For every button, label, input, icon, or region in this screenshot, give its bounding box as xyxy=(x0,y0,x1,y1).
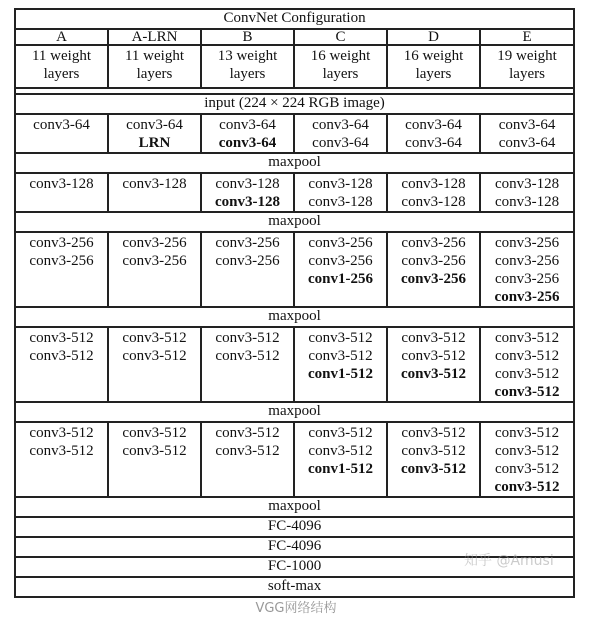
layer-name: conv3-256 xyxy=(215,235,280,251)
layer-cell xyxy=(480,327,574,402)
layer-name: conv3-512 xyxy=(29,443,94,459)
layer-cell xyxy=(201,327,294,402)
conv-block-5 xyxy=(15,422,574,497)
layer-name: conv3-128 xyxy=(215,176,280,192)
layer-name: conv3-512 xyxy=(494,384,560,400)
layer-name: conv3-256 xyxy=(494,235,560,251)
config-desc xyxy=(108,45,201,88)
layer-name: conv3-64 xyxy=(218,135,277,151)
config-letter: E xyxy=(480,29,574,45)
layer-name: conv3-256 xyxy=(494,253,560,269)
table-title: ConvNet Configuration xyxy=(15,9,574,29)
layer-name: conv3-256 xyxy=(401,271,466,287)
layer-cell xyxy=(108,114,201,153)
maxpool-row xyxy=(15,497,574,517)
maxpool-row-cell: maxpool xyxy=(15,212,574,232)
layer-name: conv3-512 xyxy=(494,461,560,477)
layer-name: conv3-256 xyxy=(308,235,373,251)
layer-cell xyxy=(15,232,108,307)
config-desc xyxy=(480,45,574,88)
layer-name: conv3-512 xyxy=(215,425,280,441)
layer-name: conv3-64 xyxy=(126,117,183,133)
table-title-row xyxy=(15,9,574,29)
layer-name: conv3-512 xyxy=(401,461,466,477)
layer-cell xyxy=(201,173,294,212)
tail-row-4 xyxy=(15,577,574,597)
maxpool-row xyxy=(15,153,574,173)
layer-cell xyxy=(108,232,201,307)
config-desc-line: 11 weight xyxy=(124,48,185,64)
layer-name: conv3-256 xyxy=(122,235,187,251)
config-desc-line: layers xyxy=(136,66,173,82)
conv-block-2 xyxy=(15,173,574,212)
layer-name: LRN xyxy=(138,135,171,151)
maxpool-row-cell: maxpool xyxy=(15,307,574,327)
layer-name: conv3-256 xyxy=(494,289,560,305)
layer-cell xyxy=(108,327,201,402)
layer-name: conv3-64 xyxy=(498,135,556,151)
layer-name: conv3-512 xyxy=(308,348,373,364)
layer-name: conv1-512 xyxy=(308,461,373,477)
layer-name: conv3-128 xyxy=(122,176,187,192)
conv-block-1 xyxy=(15,114,574,153)
config-desc xyxy=(15,45,108,88)
layer-name: conv3-64 xyxy=(219,117,276,133)
config-letter: B xyxy=(201,29,294,45)
conv-block-3 xyxy=(15,232,574,307)
layer-name: conv3-512 xyxy=(401,443,466,459)
layer-name: conv3-512 xyxy=(494,479,560,495)
maxpool-row xyxy=(15,307,574,327)
layer-cell xyxy=(201,422,294,497)
layer-cell xyxy=(294,173,387,212)
layer-name: conv3-512 xyxy=(401,348,466,364)
layer-cell xyxy=(387,232,480,307)
layer-name: conv3-64 xyxy=(312,135,369,151)
config-desc-line: layers xyxy=(229,66,266,82)
layer-name: conv3-256 xyxy=(401,235,466,251)
layer-cell xyxy=(15,327,108,402)
layer-name: conv3-512 xyxy=(494,366,560,382)
layer-name: conv3-512 xyxy=(308,330,373,346)
layer-name: conv3-512 xyxy=(29,425,94,441)
maxpool-row xyxy=(15,402,574,422)
layer-cell xyxy=(15,173,108,212)
layer-name: conv3-256 xyxy=(494,271,560,287)
config-desc xyxy=(294,45,387,88)
config-desc-line: 16 weight xyxy=(403,48,464,64)
layer-name: conv3-512 xyxy=(122,443,187,459)
tail-row-3-cell: FC-1000 xyxy=(15,557,574,577)
layer-name: conv3-64 xyxy=(405,117,462,133)
layer-name: conv3-64 xyxy=(312,117,369,133)
config-desc-line: 19 weight xyxy=(497,48,557,64)
layer-name: conv3-512 xyxy=(29,330,94,346)
config-desc xyxy=(201,45,294,88)
layer-name: conv3-256 xyxy=(29,235,94,251)
layer-name: conv3-256 xyxy=(215,253,280,269)
config-desc-line: layers xyxy=(509,66,545,82)
layer-name: conv3-256 xyxy=(401,253,466,269)
layer-name: conv3-128 xyxy=(401,194,466,210)
layer-name: conv3-512 xyxy=(308,425,373,441)
table-body xyxy=(15,9,574,597)
config-desc-line: layers xyxy=(43,66,80,82)
figure-caption: VGG网络结构 xyxy=(255,601,337,616)
layer-name: conv3-512 xyxy=(122,348,187,364)
config-letter-row xyxy=(15,29,574,45)
layer-cell xyxy=(387,173,480,212)
layer-name: conv3-128 xyxy=(308,194,373,210)
layer-cell xyxy=(108,173,201,212)
layer-name: conv3-512 xyxy=(215,348,280,364)
conv-block-4 xyxy=(15,327,574,402)
config-letter: C xyxy=(294,29,387,45)
config-letter: A-LRN xyxy=(108,29,201,45)
config-letter: A xyxy=(15,29,108,45)
layer-cell xyxy=(387,114,480,153)
config-desc-line: 11 weight xyxy=(31,48,92,64)
maxpool-row xyxy=(15,212,574,232)
layer-cell xyxy=(294,422,387,497)
input-row-cell: input (224 × 224 RGB image) xyxy=(15,94,574,114)
layer-name: conv1-512 xyxy=(308,366,373,382)
layer-name: conv3-512 xyxy=(122,330,187,346)
layer-cell xyxy=(15,422,108,497)
maxpool-row-cell: maxpool xyxy=(15,402,574,422)
layer-name: conv3-64 xyxy=(405,135,462,151)
layer-name: conv1-256 xyxy=(308,271,373,287)
layer-cell xyxy=(480,422,574,497)
config-desc-line: 16 weight xyxy=(310,48,371,64)
layer-name: conv3-512 xyxy=(401,425,466,441)
watermark: 知乎 @Amusi xyxy=(464,553,554,569)
layer-name: conv3-256 xyxy=(122,253,187,269)
layer-name: conv3-512 xyxy=(215,330,280,346)
config-desc-line: layers xyxy=(415,66,452,82)
tail-row-4-cell: soft-max xyxy=(15,577,574,597)
layer-name: conv3-128 xyxy=(401,176,466,192)
layer-name: conv3-128 xyxy=(308,176,373,192)
layer-name: conv3-128 xyxy=(494,176,560,192)
layer-name: conv3-512 xyxy=(494,443,560,459)
tail-row-2-cell: FC-4096 xyxy=(15,537,574,557)
layer-cell xyxy=(294,327,387,402)
layer-cell xyxy=(480,232,574,307)
config-desc-line: layers xyxy=(322,66,359,82)
layer-name: conv3-512 xyxy=(494,348,560,364)
layer-cell xyxy=(294,114,387,153)
tail-row-1-cell: FC-4096 xyxy=(15,517,574,537)
maxpool-row-cell: maxpool xyxy=(15,153,574,173)
layer-name: conv3-512 xyxy=(308,443,373,459)
layer-name: conv3-512 xyxy=(494,330,560,346)
input-row xyxy=(15,94,574,114)
layer-cell xyxy=(15,114,108,153)
layer-name: conv3-512 xyxy=(122,425,187,441)
layer-cell xyxy=(201,114,294,153)
layer-cell xyxy=(387,327,480,402)
layer-name: conv3-64 xyxy=(498,117,556,133)
layer-cell xyxy=(294,232,387,307)
layer-cell xyxy=(387,422,480,497)
config-desc xyxy=(387,45,480,88)
layer-cell xyxy=(480,114,574,153)
layer-name: conv3-256 xyxy=(29,253,94,269)
layer-name: conv3-512 xyxy=(494,425,560,441)
layer-name: conv3-128 xyxy=(29,176,94,192)
layer-cell xyxy=(201,232,294,307)
layer-name: conv3-128 xyxy=(215,194,280,210)
layer-cell xyxy=(480,173,574,212)
convnet-config-table-wrap xyxy=(14,8,573,598)
config-desc-row xyxy=(15,45,574,88)
tail-row-1 xyxy=(15,517,574,537)
config-letter: D xyxy=(387,29,480,45)
layer-name: conv3-512 xyxy=(401,330,466,346)
layer-name: conv3-512 xyxy=(401,366,466,382)
config-desc-line: 13 weight xyxy=(217,48,278,64)
maxpool-row-cell: maxpool xyxy=(15,497,574,517)
layer-name: conv3-128 xyxy=(494,194,560,210)
layer-cell xyxy=(108,422,201,497)
convnet-config-table xyxy=(14,8,575,598)
layer-name: conv3-256 xyxy=(308,253,373,269)
layer-name: conv3-512 xyxy=(215,443,280,459)
layer-name: conv3-512 xyxy=(29,348,94,364)
layer-name: conv3-64 xyxy=(33,117,90,133)
